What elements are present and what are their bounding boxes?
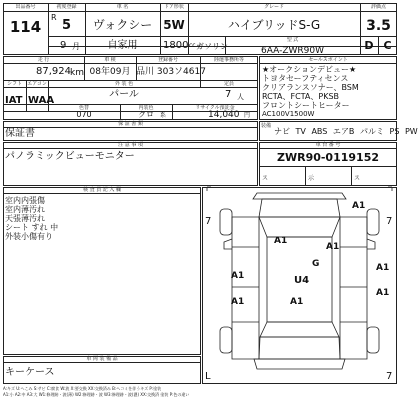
chassis-sub-left: ス (262, 175, 269, 182)
legend-line-2: A1:小 A2:中 A3:大 W1:修理跡・波(薄) W2:修理跡・波 W3:修理跡・波(濃) XX:交換済 塗装 P:色の違い (3, 392, 190, 397)
load-label: リサイクル預託金 (195, 105, 235, 111)
sales-point-line: トヨタセーフティセンス (262, 74, 349, 83)
month-value: 9 (60, 40, 67, 51)
interior-score: D (364, 39, 374, 52)
sales-point-line: RCTA、FCTA、PKSB (262, 92, 340, 101)
documents-label: 保 証 書 類 (118, 121, 143, 127)
year-value: 5 (62, 18, 72, 33)
damage-mark: A1 (231, 297, 245, 307)
damage-mark: G (312, 259, 320, 269)
exterior-score: C (383, 39, 392, 52)
month-unit: 月 (72, 42, 80, 51)
notes-value: パノラミックビューモニター (5, 151, 135, 162)
usage: 自家用 (107, 40, 138, 51)
load-value: 14,040 (208, 110, 240, 120)
equipment-list (274, 127, 418, 137)
int-color-label: 内装色 (138, 105, 154, 111)
grade-label: グレード (263, 4, 284, 10)
cc-value: 1800 (163, 40, 189, 51)
plate-value: 品川 303ソ4617 (136, 67, 206, 77)
load-unit: 円 (244, 112, 251, 119)
damage-mark: A1 (376, 263, 390, 273)
damage-mark: A1 (376, 288, 390, 298)
lot-label: 出品番号 (15, 4, 36, 10)
int-color-value: クロ (138, 110, 154, 119)
chassis-sub-right: ス (354, 175, 361, 182)
sales-point-list (262, 65, 395, 119)
chassis-value: ZWR90-0119152 (276, 151, 380, 164)
equipment-item: PW (404, 127, 418, 136)
car-name: ヴォクシー (92, 18, 153, 32)
color-label: 外 装 色 (114, 81, 134, 87)
damage-mark: A1 (231, 271, 245, 281)
cc-unit: cc (189, 42, 196, 49)
options-label: 車 両 装 備 品 (86, 356, 118, 362)
damage-mark: A1 (326, 242, 340, 252)
color-value: パール (109, 89, 139, 100)
sales-point-line: フロントシートヒーター (262, 101, 350, 110)
color-no-value: 070 (76, 110, 92, 119)
ac-label: エアコン (27, 81, 47, 87)
color-no-label: 色替 (78, 105, 89, 111)
bracket-right-mark: 7 (386, 216, 393, 227)
equipment-item: パルミ (359, 127, 384, 136)
bracket-bottom-left-mark: L (205, 371, 211, 382)
inspector-label: 検 査 員 記 入 欄 (83, 187, 121, 193)
model-label: 型 式 (286, 37, 299, 43)
score-value: 3.5 (366, 18, 391, 34)
name-label: 車 名 (116, 4, 129, 10)
capacity-label: 定員 (223, 81, 234, 87)
sales-point-label: セールスポイント (308, 57, 348, 63)
chassis-label: 車 台 番 号 (315, 142, 341, 148)
equipment-item: エアB (332, 127, 355, 136)
notes-label: 注 意 事 項 (118, 142, 143, 148)
mileage-value: 87,924 (36, 66, 71, 77)
legend-line-1: A:キズ U:へこみ S:サビ C:腐食 W:波 X:要交換 XX:交換済み B:ヘコミを伴うキズ P:塗装 (3, 386, 162, 391)
inspector-line: 室内内張傷 (5, 196, 45, 205)
inspector-line: 室内薄汚れ (5, 205, 45, 214)
capacity-value: 7 (225, 89, 232, 100)
shift-value: IAT (5, 95, 23, 106)
year-label: 初度登録 (56, 4, 77, 10)
doors-value: 5W (163, 18, 185, 32)
equipment-item: TV (295, 127, 306, 136)
model-value: 6AA-ZWR90W (260, 46, 324, 56)
damage-mark: U4 (294, 275, 310, 286)
damage-mark: A1 (274, 236, 288, 246)
lot-number: 114 (9, 18, 42, 36)
grade-value: ハイブリッドS-G (227, 18, 321, 32)
ac-value: WAA (28, 95, 55, 106)
equipment-item: PS (389, 127, 400, 136)
int-color-unit: 系 (160, 112, 167, 119)
shaken-value: 08年09月 (89, 67, 131, 77)
sales-point-line: ★オークションデビュー★ (262, 65, 357, 74)
capacity-unit: 人 (237, 93, 244, 101)
plate-label: 登録番号 (157, 57, 178, 63)
bracket-bottom-right-mark: 7 (386, 371, 393, 382)
inspector-line: 天張薄汚れ (5, 214, 45, 223)
doors-label: ドア形状 (164, 4, 184, 10)
sales-point-line: AC100V1500W (262, 110, 315, 118)
bracket-left-mark: 7 (205, 216, 212, 227)
sales-point-line: クリアランスソナー、BSM (262, 83, 359, 92)
damage-mark: A1 (352, 201, 366, 211)
equipment-item: ナビ (274, 127, 290, 136)
score-label: 評価点 (370, 4, 386, 10)
chassis-sub-mid: 示 (308, 175, 315, 182)
shift-label: シフト (6, 81, 22, 87)
shaken-label: 車 検 (104, 57, 116, 63)
options-value: キーケース (5, 367, 55, 378)
mileage-unit: km (70, 68, 84, 78)
equipment-item: ABS (311, 127, 328, 136)
auction-label: 陸運事務所等 (213, 57, 244, 63)
equipment-label: 装備 (261, 123, 272, 129)
fuel: ガソリン (196, 42, 228, 51)
damage-mark: A1 (290, 297, 304, 307)
year-era: R (51, 13, 57, 22)
inspector-line: シート すれ 中 (5, 223, 59, 232)
inspector-list (5, 196, 58, 241)
inspector-line: 外装小傷有り (5, 232, 53, 241)
documents-value: 保証書 (5, 128, 35, 139)
mileage-label: 走 行 (37, 57, 50, 63)
